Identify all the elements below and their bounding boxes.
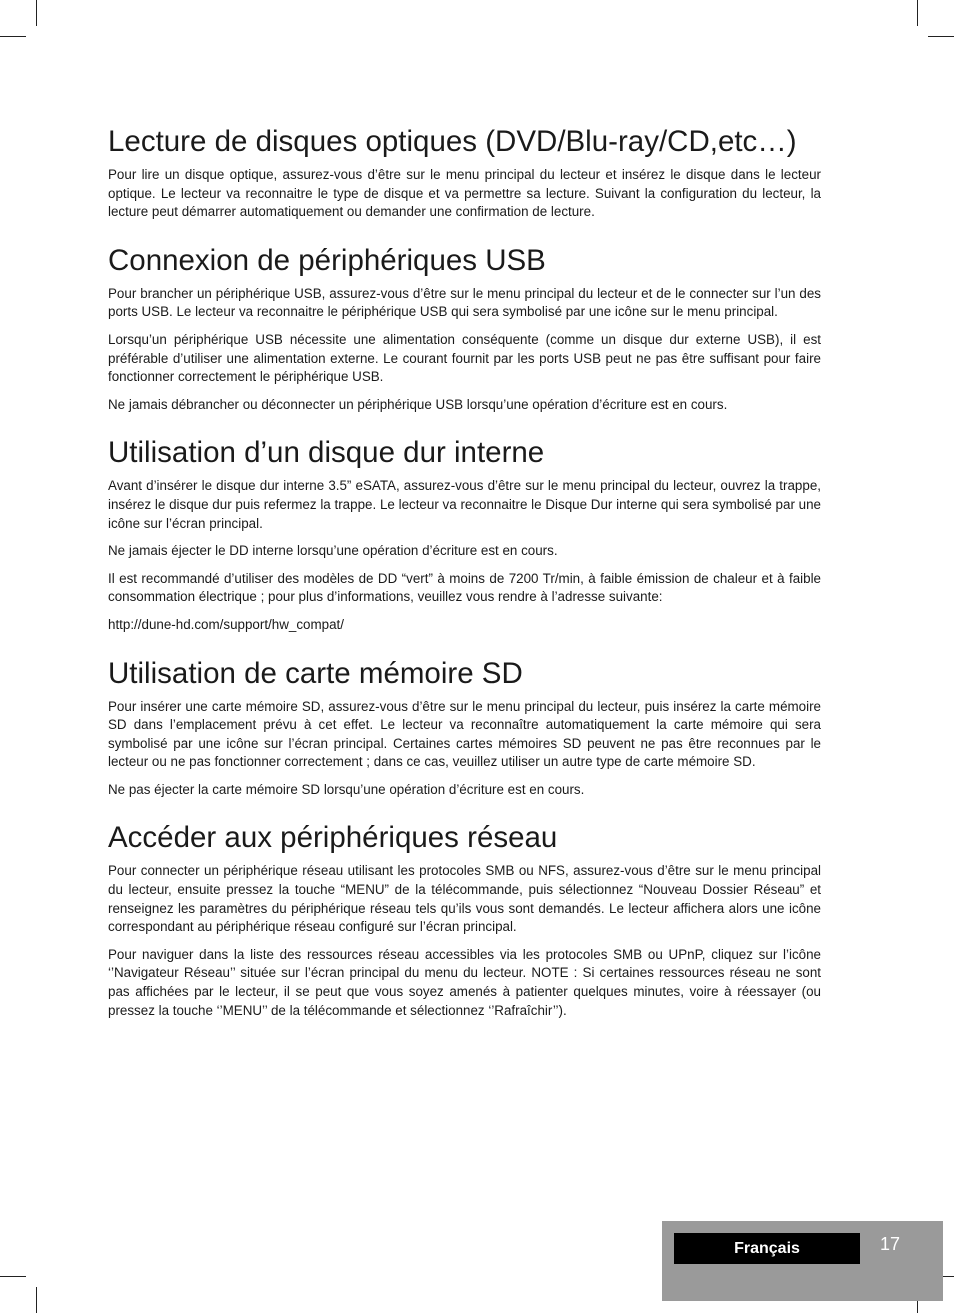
crop-mark — [0, 36, 26, 37]
page-content — [108, 124, 821, 1041]
crop-mark — [917, 0, 918, 26]
section-title: Utilisation de carte mémoire SD — [108, 656, 523, 690]
section-title: Connexion de périphériques USB — [108, 243, 546, 277]
paragraph: Pour connecter un périphérique réseau utilisant les protocoles SMB ou NFS, assurez-vous d’être sur le menu principal du lecteur, ensuite pressez la touche “MENU” de la télécommande, puis sélectionnez “Nouveau Dossier Réseau” et renseignez les paramètres du périphérique réseau tels qu’ils vous sont demandés. Le lecteur affichera alors une icône correspondant au périphérique réseau configuré sur l’écran principal. — [108, 863, 821, 935]
paragraph: Ne jamais éjecter le DD interne lorsqu’une opération d’écriture est en cours. — [108, 543, 558, 559]
paragraph: Ne jamais débrancher ou déconnecter un périphérique USB lorsqu’une opération d’écriture est en cours. — [108, 396, 728, 412]
section-title: Accéder aux périphériques réseau — [108, 821, 558, 855]
crop-mark — [0, 1276, 26, 1277]
paragraph: Lorsqu’un périphérique USB nécessite une alimentation conséquente (comme un disque dur externe USB), il est préférable d’utiliser une alimentation externe. Le courant fournit par les ports USB peut ne pas être suffisant pour faire fonctionner correctement le périphérique USB. — [108, 331, 821, 385]
paragraph: Pour brancher un périphérique USB, assurez-vous d’être sur le menu principal du lecteur et de le connecter sur l’un des ports USB. Le lecteur va reconnaitre le périphérique USB qui sera symbolisé par une icône sur le menu principal. — [108, 285, 821, 320]
page-footer — [662, 1221, 943, 1301]
crop-mark — [36, 0, 37, 26]
page-number: 17 — [880, 1234, 901, 1254]
section-usb-devices — [108, 243, 821, 415]
url-text: http://dune-hd.com/support/hw_compat/ — [108, 616, 344, 632]
section-optical-discs — [108, 124, 821, 222]
section-network-devices — [108, 820, 821, 1020]
paragraph: Pour insérer une carte mémoire SD, assurez-vous d’être sur le menu principal du lecteur, puis insérez la carte mémoire SD dans l’emplacement prévu à cet effet. Le lecteur va reconnaître automatiquement la carte mémoire qui sera symbolisé par une icône sur l’écran principal. Certaines cartes mémoires SD peuvent ne pas être reconnues par le lecteur ou ne pas fonctionner correctement ; dans ce cas, veuillez utiliser un autre type de carte mémoire SD. — [108, 698, 821, 770]
section-title: Lecture de disques optiques (DVD/Blu-ray/CD,etc…) — [108, 125, 797, 158]
paragraph: Ne pas éjecter la carte mémoire SD lorsqu’une opération d’écriture est en cours. — [108, 781, 585, 797]
section-title: Utilisation d’un disque dur interne — [108, 436, 545, 470]
paragraph: Pour lire un disque optique, assurez-vous d’être sur le menu principal du lecteur et insérez le disque dans le lecteur optique. Le lecteur va reconnaitre le type de disque et va permettre sa lecture. Suivant la configuration du lecteur, la lecture peut démarrer automatiquement ou demander une confirmation de lecture. — [108, 167, 821, 220]
paragraph: Pour naviguer dans la liste des ressources réseau accessibles via les protocoles SMB ou UPnP, cliquez sur l’icône ‘’Navigateur Réseau’’ située sur l’écran principal du menu du lecteur. NOTE : Si certaines ressources réseau ne sont pas affichées par le lecteur, il se peut que vous soyez amenés à patienter quelques minutes, voire à réessayer (ou pressez la touche ‘’MENU’’ de la télécommande et sélectionnez ‘’Rafraîchir’’). — [108, 946, 821, 1018]
crop-mark — [36, 1287, 37, 1313]
language-label: Français — [674, 1233, 860, 1264]
section-sd-card — [108, 656, 821, 800]
paragraph: Avant d’insérer le disque dur interne 3.5” eSATA, assurez-vous d’être sur le menu principal du lecteur, ouvrez la trappe, insérez le disque dur puis refermez la trappe. Le lecteur va reconnaitre le Disque Dur interne qui sera symbolisé par une icône sur l’écran principal. — [108, 478, 821, 531]
paragraph: Il est recommandé d’utiliser des modèles de DD “vert” à moins de 7200 Tr/min, à faible émission de chaleur et à faible consommation électrique ; pour plus d’informations, veuillez vous rendre à l’adresse suivante: — [108, 570, 821, 605]
crop-mark — [928, 36, 954, 37]
section-internal-hdd — [108, 435, 821, 634]
